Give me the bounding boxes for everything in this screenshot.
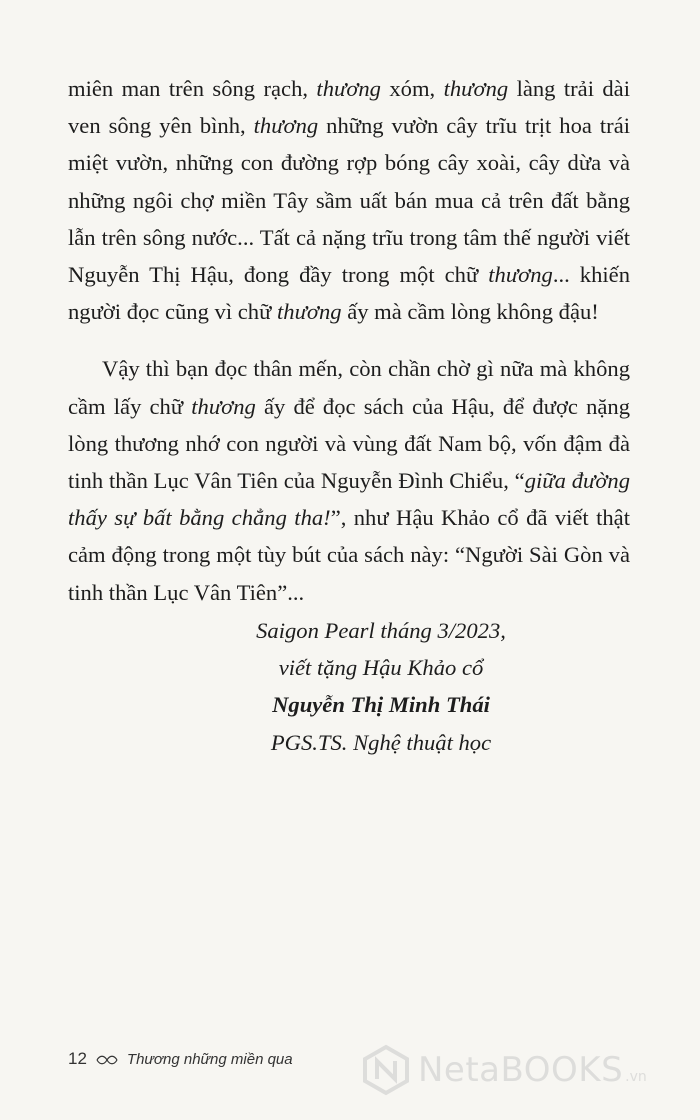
italic-run: thương: [253, 113, 319, 139]
text-run: Vậy thì bạn đọc thân mến, còn chần chờ gì nữa mà không cầm lấy chữ: [68, 356, 630, 419]
ornament-icon: [95, 1053, 119, 1065]
paragraph-1: [68, 70, 630, 330]
italic-run: thương: [191, 393, 256, 419]
text-run: ”, như Hậu Khảo cổ đã viết thật cảm động trong một tùy bút của sách này: “Người Sài Gòn và tinh thần Lục Vân Tiên”...: [68, 505, 630, 605]
watermark: [360, 1040, 690, 1100]
signature-date: Saigon Pearl tháng 3/2023,: [256, 618, 506, 643]
running-title: Thương những miền qua: [126, 1050, 293, 1068]
body-text: [68, 70, 630, 611]
paragraph-2: [68, 350, 630, 610]
italic-run: thương: [277, 299, 342, 325]
text-run: miên man trên sông rạch,: [68, 76, 317, 101]
page-number: 12: [68, 1049, 87, 1068]
text-run: ấy để đọc sách của Hậu, để được nặng lòng thương nhớ con người và vùng đất Nam bộ, vốn đậm đà tinh thần Lục Vân Tiên của Nguyễn Đình Chiểu, “: [68, 393, 630, 494]
page-footer: [68, 1049, 293, 1069]
watermark-brand: NetaBOOKS: [418, 1050, 624, 1090]
italic-run: thương: [316, 76, 381, 101]
signature-block: [0, 612, 700, 761]
watermark-suffix: .vn: [625, 1069, 647, 1085]
signature-dedication: viết tặng Hậu Khảo cổ: [278, 655, 484, 681]
text-run: ấy mà cầm lòng không đậu!: [341, 299, 599, 325]
italic-run: thương: [488, 262, 553, 288]
italic-run: giữa đường thấy sự bất bằng chẳng tha!: [68, 468, 630, 531]
text-run: những vườn cây trĩu trịt hoa trái miệt vườn, những con đường rợp bóng cây xoài, cây dừa và những ngôi chợ miền Tây sầm uất bán mua cả trên đất bằng lẫn trên sông nước... Tất cả nặng trĩu trong tâm thế người viết Nguyễn Thị Hậu, đong đầy trong một chữ: [68, 113, 630, 288]
text-run: ... khiến người đọc cũng vì chữ: [68, 262, 630, 325]
text-run: xóm,: [380, 76, 444, 101]
italic-run: thương: [443, 76, 509, 101]
netabooks-logo-icon: [360, 1044, 412, 1096]
signature-author: Nguyễn Thị Minh Thái: [272, 692, 490, 718]
text-run: làng trải dài ven sông yên bình,: [68, 76, 630, 139]
signature-title: PGS.TS. Nghệ thuật học: [270, 729, 492, 755]
